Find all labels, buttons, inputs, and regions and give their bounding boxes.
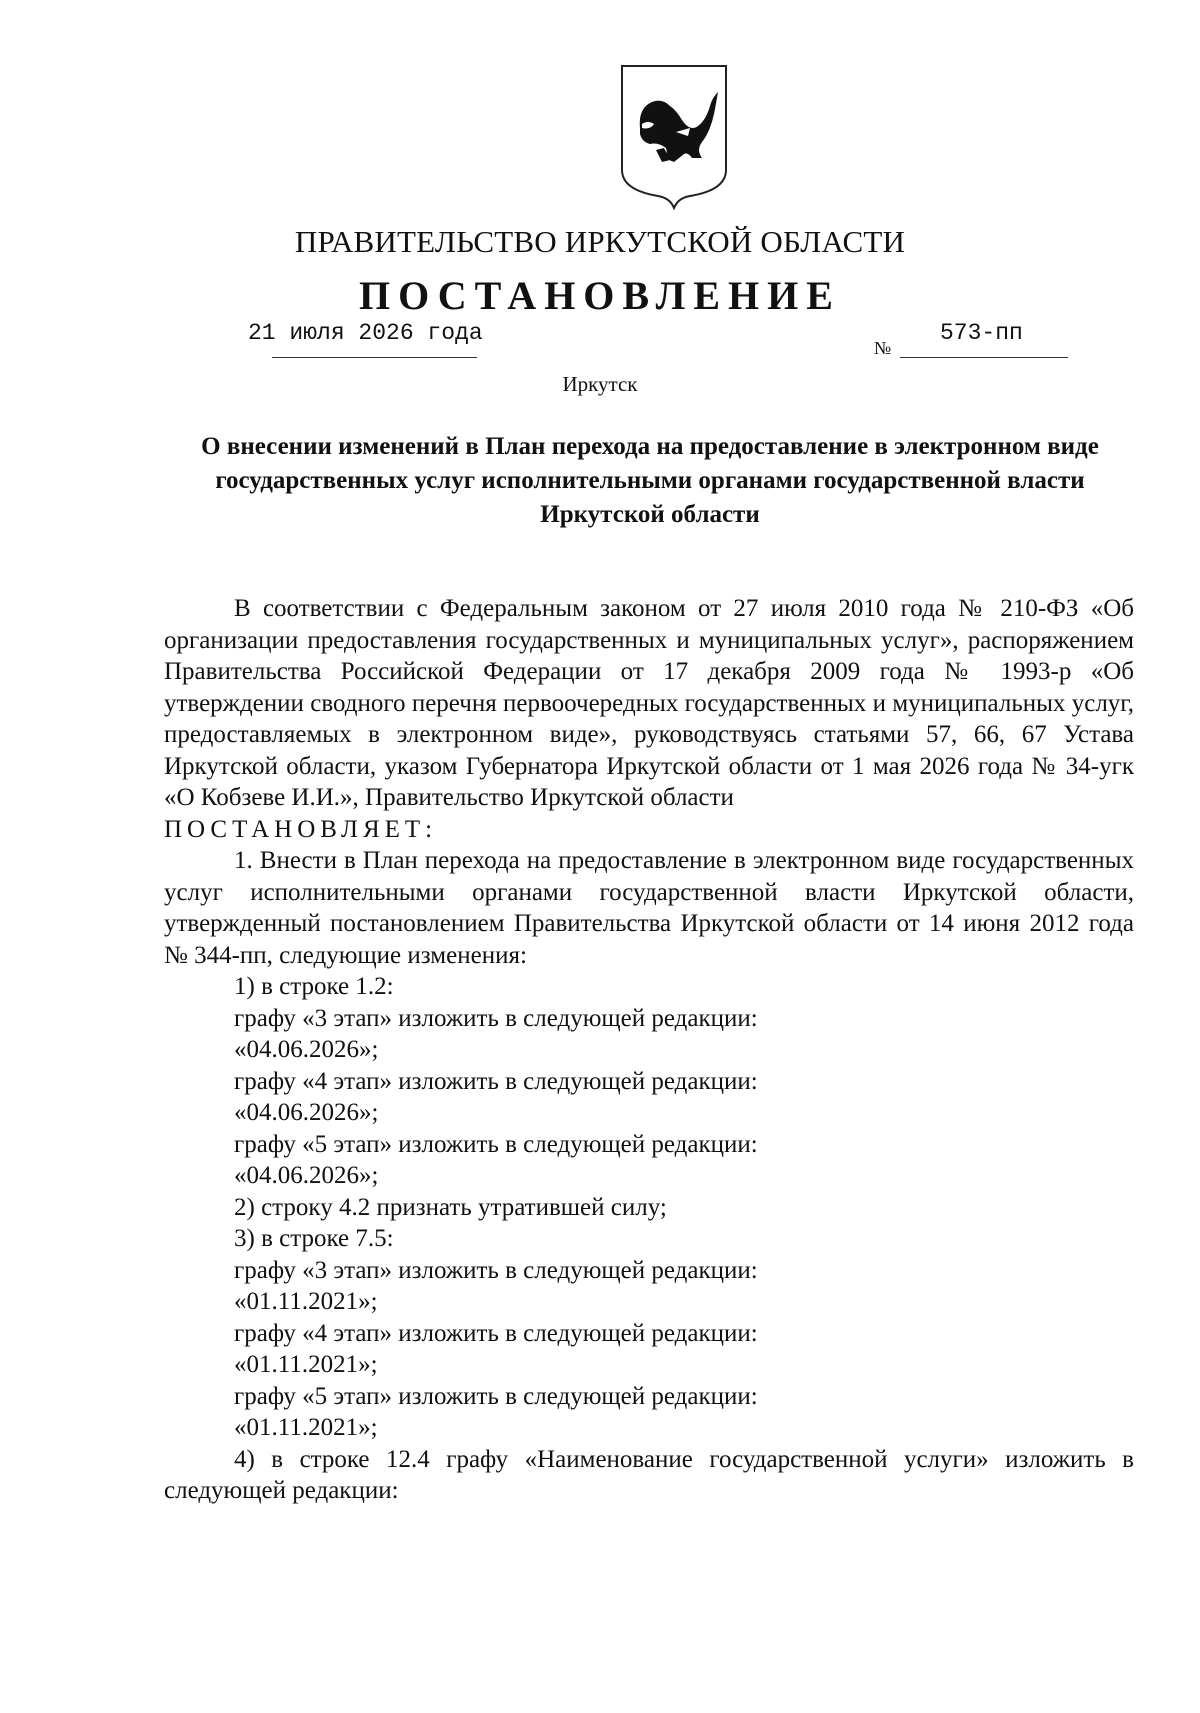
list-item: «04.06.2026»; [234, 1036, 379, 1063]
government-name: ПРАВИТЕЛЬСТВО ИРКУТСКОЙ ОБЛАСТИ [294, 224, 906, 259]
list-item: графу «3 этап» изложить в следующей редакции: [234, 1256, 758, 1284]
list-item: графу «5 этап» изложить в следующей редакции: [234, 1382, 758, 1410]
document-number: 573-пп [940, 320, 1023, 346]
resolves-label: ПОСТАНОВЛЯЕТ: [164, 815, 438, 843]
coat-of-arms-icon [618, 62, 730, 210]
item-4-paragraph: 4) в строке 12.4 графу «Наименование государственной услуги» изложить в следующей редакции: [164, 1445, 1134, 1504]
city-name: Иркутск [562, 372, 638, 396]
document-date: 21 июля 2026 года [248, 320, 483, 346]
item-1-paragraph: 1. Внести в План перехода на предоставление в электронном виде государственных услуг исполнительными органами государственной власти Иркутской области, утвержденный постановлением Правительства Иркутской области от 14 июня 2012 года № 344-пп, следующие изменения: [164, 847, 1134, 969]
intro-paragraph: В соответствии с Федеральным законом от 27 июля 2010 года № 210-ФЗ «Об организации предоставления государственных и муниципальных услуг», распоряжением Правительства Российской Федерации от 17 декабря 2009 года № 1993-р «Об утверждении сводного перечня первоочередных государственных и муниципальных услуг, предоставляемых в электронном виде», руководствуясь статьями 57, 66, 67 Устава Иркутской области, указом Губернатора Иркутской области от 1 мая 2026 года № 34-угк «О Кобзеве И.И.», Правительство Иркутской области [164, 595, 1134, 811]
list-item: графу «5 этап» изложить в следующей редакции: [234, 1130, 758, 1158]
document-type-title: ПОСТАНОВЛЕНИЕ [359, 273, 841, 318]
list-item: графу «4 этап» изложить в следующей редакции: [234, 1067, 758, 1095]
list-item: 1) в строке 1.2: [234, 973, 394, 1000]
list-item: «01.11.2021»; [234, 1414, 378, 1441]
list-item: «01.11.2021»; [234, 1288, 378, 1315]
document-heading: О внесении изменений в План перехода на предоставление в электронном виде государственных услуг исполнительными органами государственной власти Иркутской области [201, 433, 1099, 528]
list-item: «04.06.2026»; [234, 1099, 379, 1126]
list-item: 2) строку 4.2 признать утратившей силу; [234, 1193, 667, 1221]
document-body [164, 593, 1134, 1507]
list-item: «04.06.2026»; [234, 1162, 379, 1189]
date-underline [272, 357, 477, 358]
list-item: графу «3 этап» изложить в следующей редакции: [234, 1004, 758, 1032]
list-item: графу «4 этап» изложить в следующей редакции: [234, 1319, 758, 1347]
list-item: «01.11.2021»; [234, 1351, 378, 1378]
number-sign: № [874, 338, 892, 358]
list-item: 3) в строке 7.5: [234, 1225, 394, 1252]
number-underline [900, 357, 1068, 358]
